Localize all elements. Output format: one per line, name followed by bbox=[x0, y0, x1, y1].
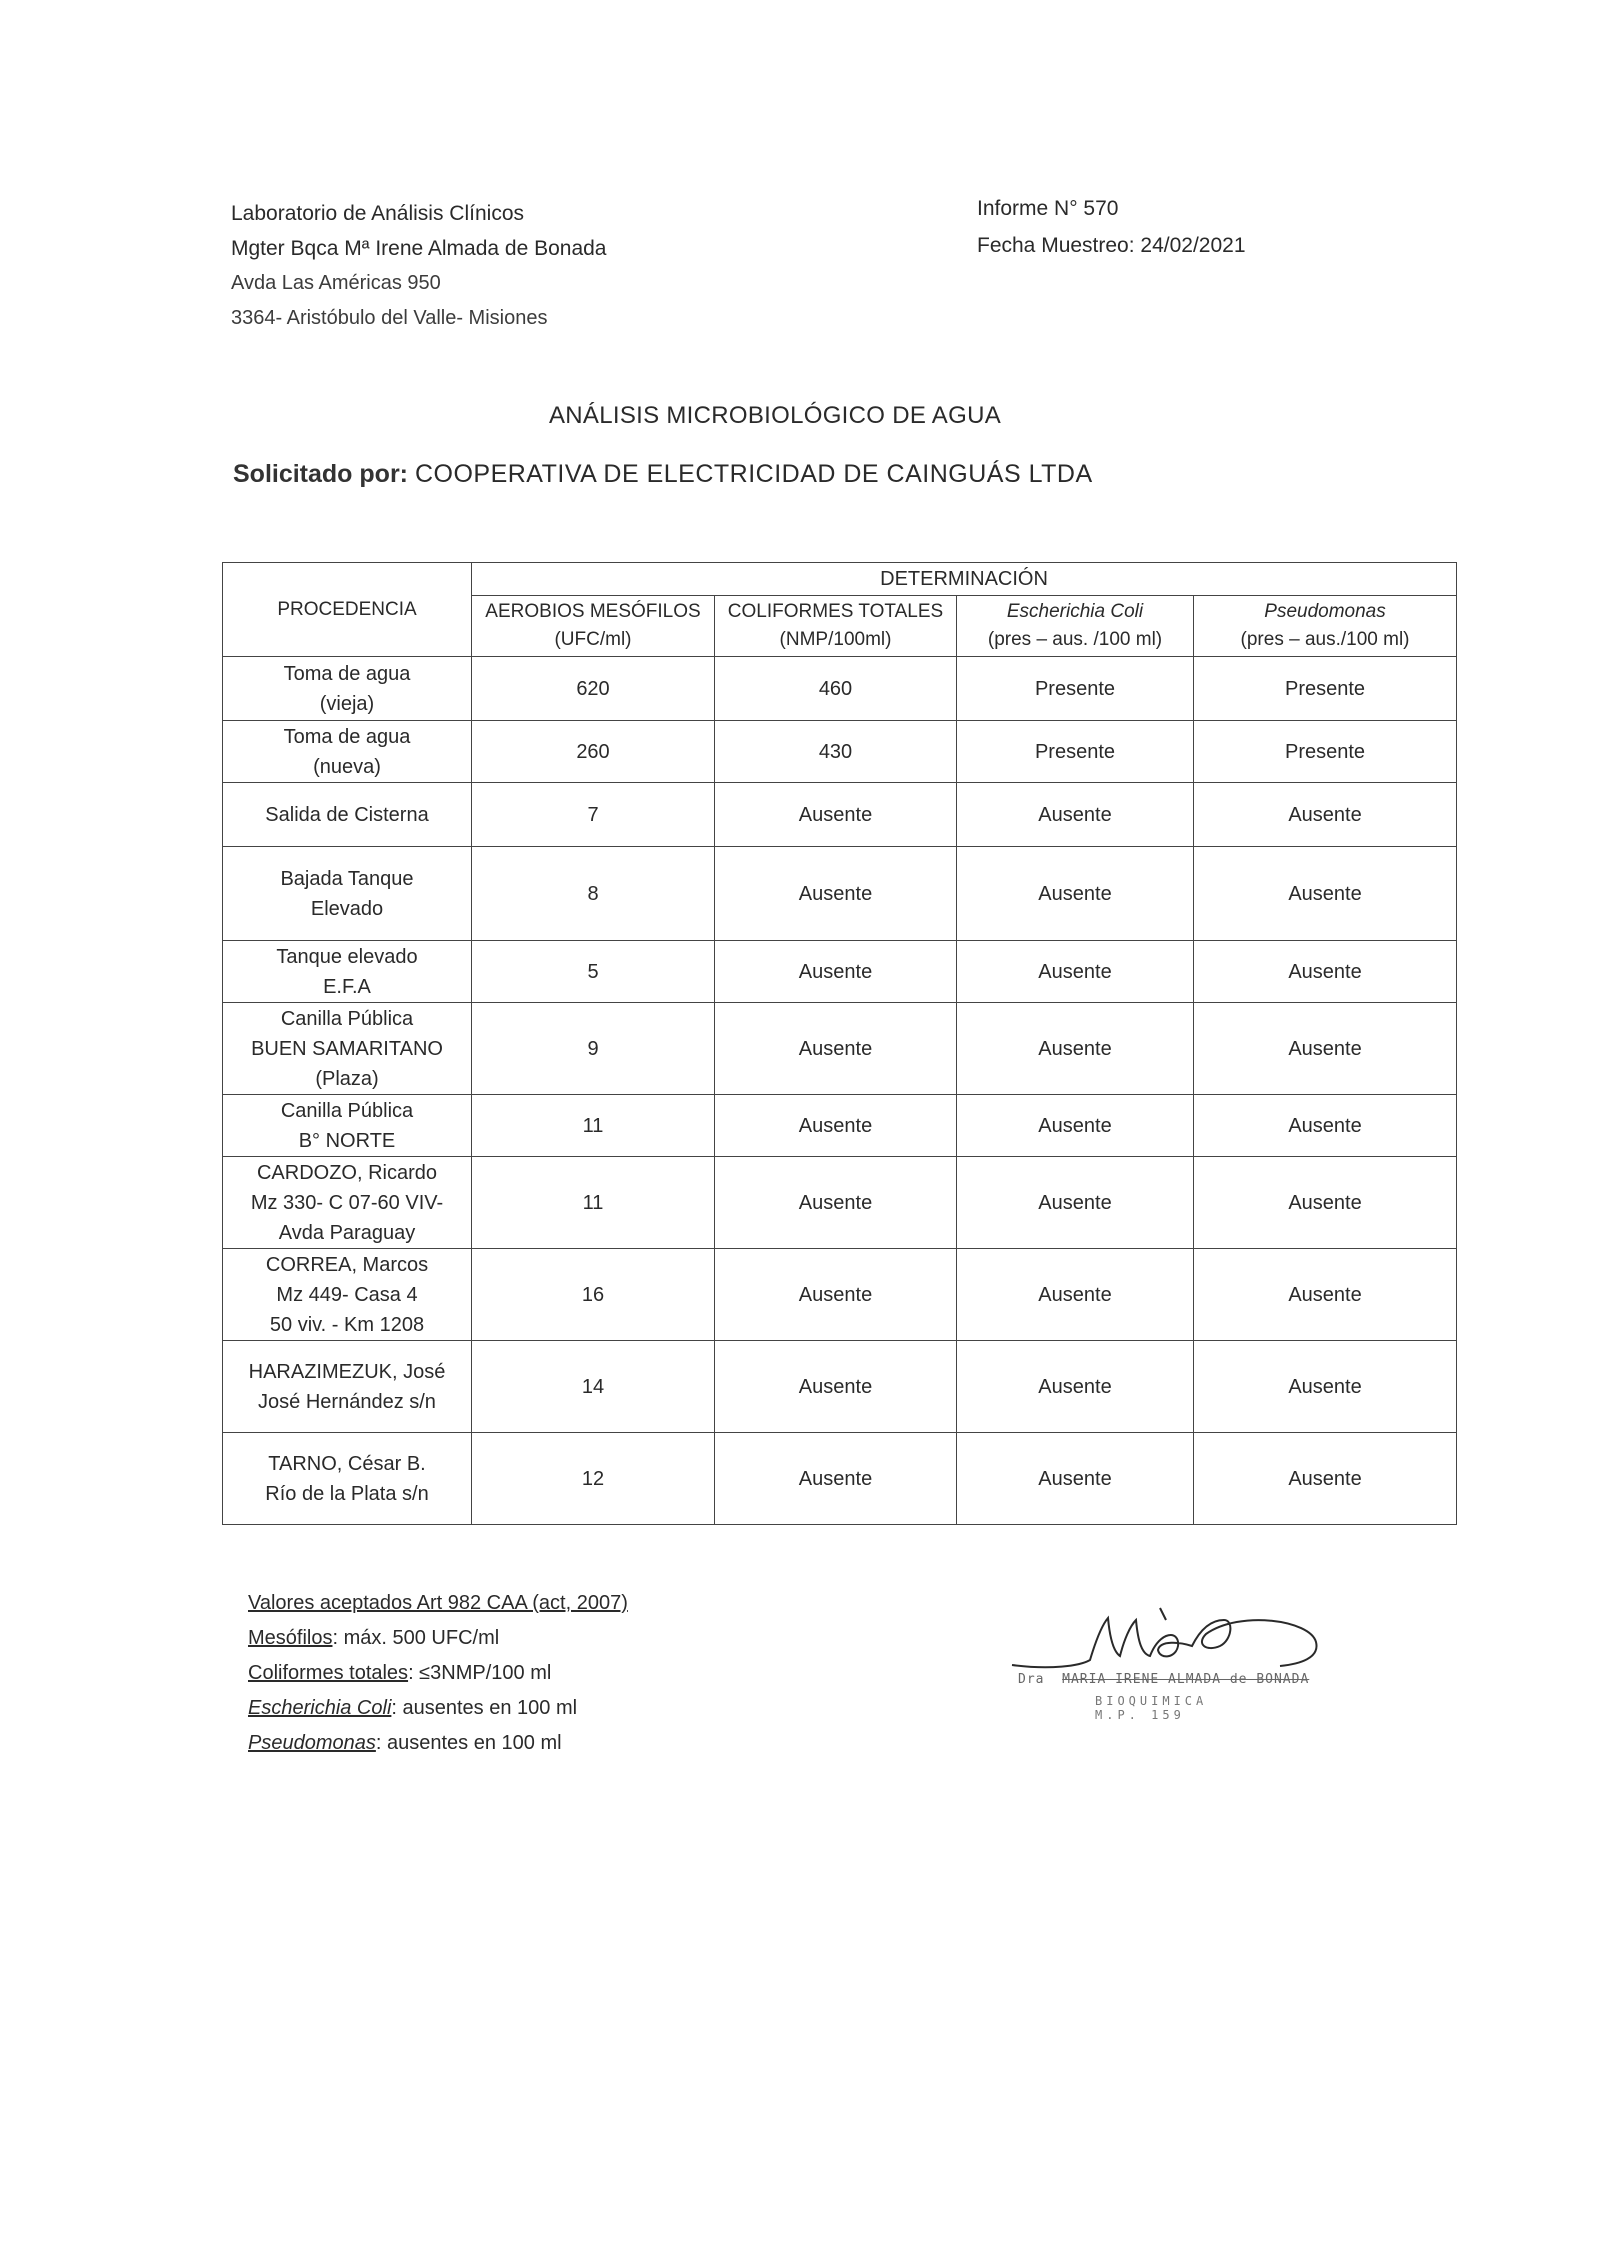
ecoli-cell: Ausente bbox=[957, 1249, 1194, 1341]
coliformes-cell: Ausente bbox=[715, 783, 957, 847]
ecoli-cell: Ausente bbox=[957, 1095, 1194, 1157]
coliformes-cell: Ausente bbox=[715, 1249, 957, 1341]
pseudomonas-cell: Ausente bbox=[1194, 783, 1457, 847]
aerobios-cell: 620 bbox=[472, 657, 715, 721]
coliformes-cell: Ausente bbox=[715, 1433, 957, 1525]
ecoli-limit: Escherichia Coli: ausentes en 100 ml bbox=[248, 1697, 578, 1719]
accepted-values bbox=[248, 1586, 628, 1761]
aerobios-cell: 11 bbox=[472, 1095, 715, 1157]
procedencia-cell: HARAZIMEZUK, José José Hernández s/n bbox=[223, 1341, 472, 1433]
accepted-values-title: Valores aceptados Art 982 CAA (act, 2007) bbox=[248, 1592, 628, 1614]
coliformes-cell: Ausente bbox=[715, 1341, 957, 1433]
aerobios-cell: 8 bbox=[472, 847, 715, 941]
table-row bbox=[223, 847, 1457, 941]
table-row bbox=[223, 657, 1457, 721]
table-row bbox=[223, 1095, 1457, 1157]
pseudomonas-cell: Ausente bbox=[1194, 941, 1457, 1003]
report-number: Informe N° 570 bbox=[977, 197, 1119, 220]
aerobios-cell: 5 bbox=[472, 941, 715, 1003]
procedencia-cell: Toma de agua (nueva) bbox=[223, 721, 472, 783]
ecoli-cell: Presente bbox=[957, 657, 1194, 721]
ecoli-cell: Presente bbox=[957, 721, 1194, 783]
sample-date: Fecha Muestreo: 24/02/2021 bbox=[977, 234, 1246, 257]
requested-by bbox=[233, 460, 1093, 489]
ecoli-cell: Ausente bbox=[957, 1433, 1194, 1525]
ecoli-cell: Ausente bbox=[957, 847, 1194, 941]
pseudomonas-cell: Ausente bbox=[1194, 1157, 1457, 1249]
procedencia-cell: Toma de agua (vieja) bbox=[223, 657, 472, 721]
pseudomonas-cell: Ausente bbox=[1194, 1249, 1457, 1341]
procedencia-cell: Canilla Pública B° NORTE bbox=[223, 1095, 472, 1157]
results-table bbox=[222, 562, 1457, 1525]
pseudomonas-cell: Ausente bbox=[1194, 1341, 1457, 1433]
requested-by-value: COOPERATIVA DE ELECTRICIDAD DE CAINGUÁS LTDA bbox=[414, 460, 1093, 488]
pseudomonas-cell: Presente bbox=[1194, 721, 1457, 783]
determinacion-header: DETERMINACIÓN bbox=[472, 563, 1457, 596]
table-row bbox=[223, 1433, 1457, 1525]
pseudomonas-limit: Pseudomonas: ausentes en 100 ml bbox=[248, 1732, 562, 1754]
column-header-aerobios: AEROBIOS MESÓFILOS (UFC/ml) bbox=[472, 596, 715, 657]
table-row bbox=[223, 941, 1457, 1003]
report-info bbox=[977, 190, 1246, 264]
mesofilos-limit: Mesófilos: máx. 500 UFC/ml bbox=[248, 1627, 500, 1649]
procedencia-header: PROCEDENCIA bbox=[223, 563, 472, 657]
ecoli-cell: Ausente bbox=[957, 1157, 1194, 1249]
coliformes-cell: Ausente bbox=[715, 1003, 957, 1095]
table-row bbox=[223, 1157, 1457, 1249]
lab-city: 3364- Aristóbulo del Valle- Misiones bbox=[231, 307, 548, 329]
lab-header bbox=[231, 196, 607, 336]
procedencia-cell: Tanque elevado E.F.A bbox=[223, 941, 472, 1003]
signature-name: Dra MARIA IRENE ALMADA de BONADA bbox=[1018, 1672, 1310, 1687]
aerobios-cell: 12 bbox=[472, 1433, 715, 1525]
coliformes-cell: 430 bbox=[715, 721, 957, 783]
coliformes-cell: 460 bbox=[715, 657, 957, 721]
pseudomonas-cell: Ausente bbox=[1194, 1003, 1457, 1095]
aerobios-cell: 14 bbox=[472, 1341, 715, 1433]
document-title: ANÁLISIS MICROBIOLÓGICO DE AGUA bbox=[548, 402, 1002, 429]
signature-title: BIOQUIMICA M.P. 159 bbox=[1095, 1694, 1208, 1722]
coliformes-cell: Ausente bbox=[715, 1095, 957, 1157]
lab-address: Avda Las Américas 950 bbox=[231, 272, 441, 294]
pseudomonas-cell: Presente bbox=[1194, 657, 1457, 721]
lab-name: Laboratorio de Análisis Clínicos bbox=[231, 202, 524, 225]
pseudomonas-cell: Ausente bbox=[1194, 847, 1457, 941]
aerobios-cell: 260 bbox=[472, 721, 715, 783]
coliformes-cell: Ausente bbox=[715, 941, 957, 1003]
aerobios-cell: 11 bbox=[472, 1157, 715, 1249]
table-row bbox=[223, 721, 1457, 783]
procedencia-cell: Bajada Tanque Elevado bbox=[223, 847, 472, 941]
coliformes-cell: Ausente bbox=[715, 1157, 957, 1249]
procedencia-cell: Salida de Cisterna bbox=[223, 783, 472, 847]
ecoli-cell: Ausente bbox=[957, 941, 1194, 1003]
procedencia-cell: Canilla Pública BUEN SAMARITANO (Plaza) bbox=[223, 1003, 472, 1095]
lab-director: Mgter Bqca Mª Irene Almada de Bonada bbox=[231, 237, 607, 260]
coliformes-cell: Ausente bbox=[715, 847, 957, 941]
results-table-body bbox=[223, 657, 1457, 1525]
coliformes-limit: Coliformes totales: ≤3NMP/100 ml bbox=[248, 1662, 552, 1684]
aerobios-cell: 7 bbox=[472, 783, 715, 847]
ecoli-cell: Ausente bbox=[957, 783, 1194, 847]
procedencia-cell: TARNO, César B. Río de la Plata s/n bbox=[223, 1433, 472, 1525]
requested-by-label: Solicitado por: bbox=[233, 460, 408, 488]
procedencia-cell: CARDOZO, Ricardo Mz 330- C 07-60 VIV- Avda Paraguay bbox=[223, 1157, 472, 1249]
ecoli-cell: Ausente bbox=[957, 1003, 1194, 1095]
aerobios-cell: 9 bbox=[472, 1003, 715, 1095]
column-header-pseudomonas: Pseudomonas (pres – aus./100 ml) bbox=[1194, 596, 1457, 657]
aerobios-cell: 16 bbox=[472, 1249, 715, 1341]
column-header-coliformes: COLIFORMES TOTALES (NMP/100ml) bbox=[715, 596, 957, 657]
table-row bbox=[223, 783, 1457, 847]
procedencia-cell: CORREA, Marcos Mz 449- Casa 4 50 viv. - Km 1208 bbox=[223, 1249, 472, 1341]
table-row bbox=[223, 1003, 1457, 1095]
table-row bbox=[223, 1249, 1457, 1341]
pseudomonas-cell: Ausente bbox=[1194, 1095, 1457, 1157]
table-row bbox=[223, 1341, 1457, 1433]
pseudomonas-cell: Ausente bbox=[1194, 1433, 1457, 1525]
column-header-ecoli: Escherichia Coli (pres – aus. /100 ml) bbox=[957, 596, 1194, 657]
ecoli-cell: Ausente bbox=[957, 1341, 1194, 1433]
